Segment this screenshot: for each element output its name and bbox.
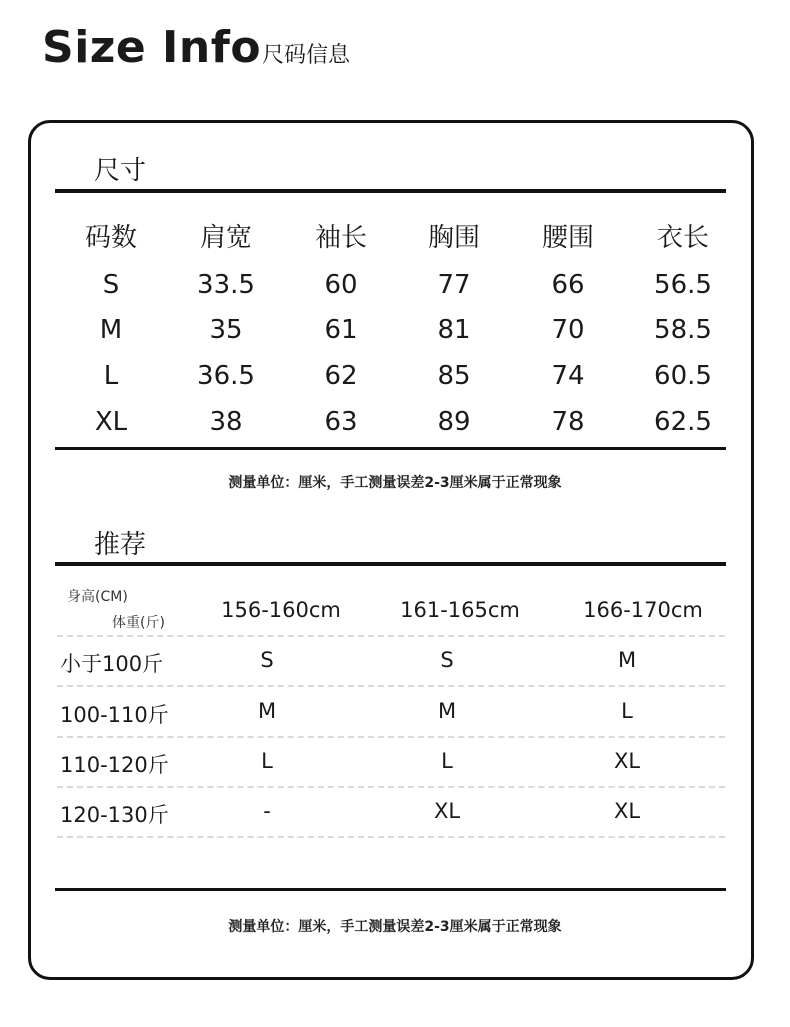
column-header: 胸围	[427, 223, 480, 253]
recommended-size: M	[617, 648, 637, 672]
weight-range-label: 120-130斤	[60, 803, 169, 827]
recommend-table-bottom-rule	[55, 888, 726, 891]
recommended-size: S	[440, 648, 454, 672]
size-section-title: 尺寸	[94, 156, 147, 186]
value-cell: 62	[324, 361, 358, 391]
value-cell: 89	[437, 407, 471, 437]
value-cell: 60	[324, 270, 358, 300]
column-header: 肩宽	[199, 223, 252, 253]
row-divider	[57, 685, 725, 687]
table-row	[55, 356, 726, 396]
recommended-size: XL	[613, 749, 641, 773]
measurement-note: 测量单位：厘米，手工测量误差2-3厘米属于正常现象	[228, 475, 562, 491]
weight-range-label: 110-120斤	[60, 753, 169, 777]
value-cell: 81	[437, 315, 471, 345]
row-divider	[57, 635, 725, 637]
weight-range-label: 100-110斤	[60, 703, 169, 727]
value-cell: 62.5	[654, 407, 712, 437]
weight-label: 体重(斤)	[112, 615, 165, 631]
height-column-header: 161-165cm	[400, 598, 520, 622]
column-header: 衣长	[656, 223, 709, 253]
recommended-size: XL	[433, 799, 461, 823]
table-row	[55, 265, 726, 305]
size-cell: S	[102, 270, 120, 300]
size-table-top-rule	[55, 189, 726, 193]
recommend-table-top-rule	[55, 562, 726, 566]
value-cell: 60.5	[654, 361, 712, 391]
column-header: 袖长	[314, 223, 367, 253]
recommended-size: XL	[613, 799, 641, 823]
value-cell: 85	[437, 361, 471, 391]
row-divider	[57, 786, 725, 788]
size-cell: M	[99, 315, 123, 345]
recommend-section-title: 推荐	[94, 530, 147, 560]
recommended-size: M	[257, 699, 277, 723]
value-cell: 36.5	[197, 361, 255, 391]
value-cell: 70	[551, 315, 585, 345]
column-header: 码数	[84, 223, 137, 253]
value-cell: 56.5	[654, 270, 712, 300]
height-label: 身高(CM)	[67, 589, 128, 605]
page-subtitle: 尺码信息	[262, 43, 351, 68]
recommended-size: L	[621, 699, 633, 723]
value-cell: 58.5	[654, 315, 712, 345]
value-cell: 61	[324, 315, 358, 345]
value-cell: 33.5	[197, 270, 255, 300]
table-row	[55, 310, 726, 350]
table-row	[55, 402, 726, 442]
value-cell: 63	[324, 407, 358, 437]
value-cell: 66	[551, 270, 585, 300]
recommended-size: -	[263, 799, 271, 823]
recommended-size: L	[441, 749, 453, 773]
height-column-header: 166-170cm	[583, 598, 703, 622]
size-cell: L	[103, 361, 119, 391]
value-cell: 78	[551, 407, 585, 437]
recommended-size: L	[261, 749, 273, 773]
value-cell: 35	[209, 315, 243, 345]
value-cell: 77	[437, 270, 471, 300]
column-header: 腰围	[541, 223, 594, 253]
measurement-note: 测量单位：厘米，手工测量误差2-3厘米属于正常现象	[228, 919, 562, 935]
size-table-bottom-rule	[55, 447, 726, 450]
height-column-header: 156-160cm	[221, 598, 341, 622]
size-table-header-row	[55, 218, 726, 258]
recommended-size: S	[260, 648, 274, 672]
value-cell: 74	[551, 361, 585, 391]
row-divider	[57, 736, 725, 738]
weight-range-label: 小于100斤	[60, 652, 164, 676]
recommended-size: M	[437, 699, 457, 723]
size-cell: XL	[94, 407, 128, 437]
page-title: Size Info	[42, 22, 262, 73]
value-cell: 38	[209, 407, 243, 437]
row-divider	[57, 836, 725, 838]
